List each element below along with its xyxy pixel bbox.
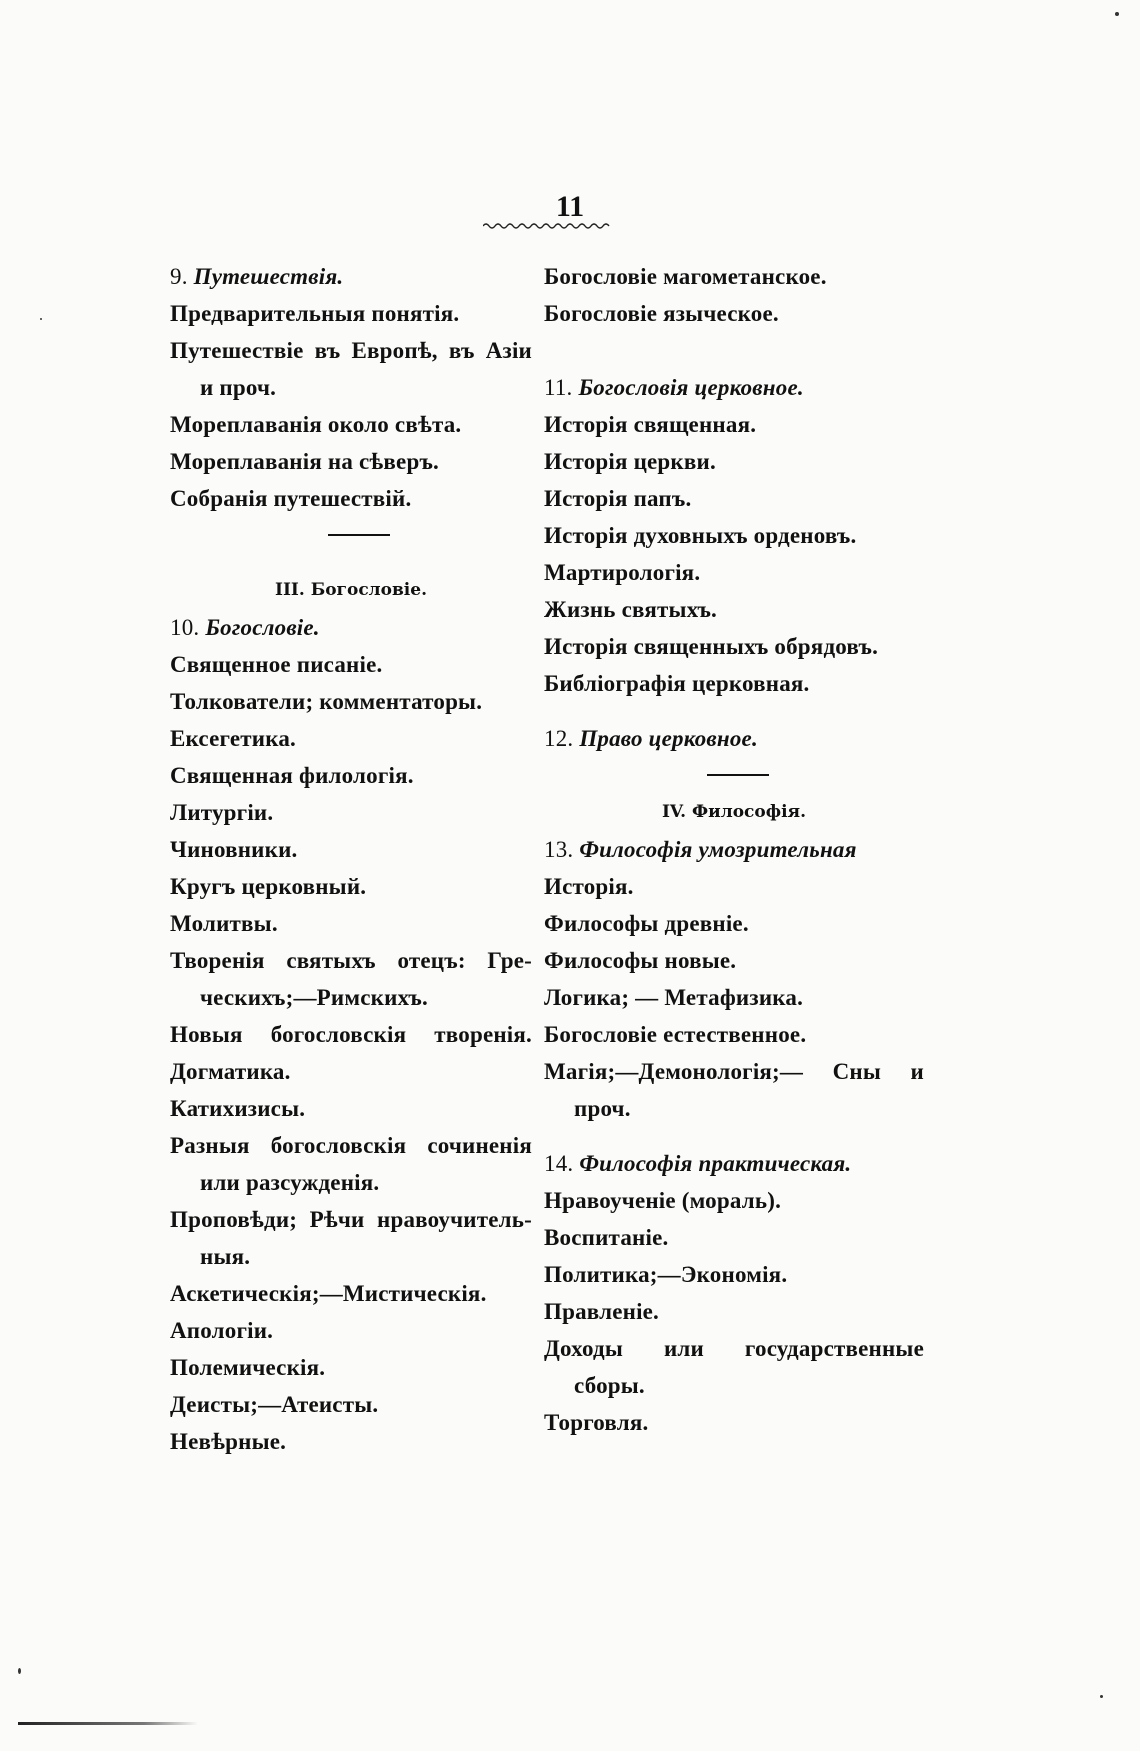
list-item: Творенія святыхъ отецъ: Гре- (170, 948, 532, 973)
divider-rule (170, 517, 532, 554)
scan-speck (18, 1668, 21, 1674)
list-item: Новыя богословскія творенія. (170, 1022, 532, 1047)
list-item: Мореплаванія около свѣта. (170, 412, 462, 437)
list-item: Политика;—Экономія. (544, 1262, 788, 1287)
list-item: Молитвы. (170, 911, 278, 936)
divider-rule (544, 757, 924, 794)
list-item: Богословіе языческое. (544, 301, 779, 326)
list-item: Ексегетика. (170, 726, 296, 751)
list-item: Жизнь святыхъ. (544, 597, 718, 622)
page-number: 11 (555, 190, 585, 223)
list-item: Разныя богословскія сочиненія (170, 1133, 532, 1158)
list-item: Логика; — Метафизика. (544, 985, 804, 1010)
list-item: Философы древніе. (544, 911, 749, 936)
section-12-heading: 12. Право церковное. (544, 726, 758, 751)
list-item: Путешествіе въ Европѣ, въ Азіи (170, 338, 532, 363)
section-9-heading: 9. Путешествія. (170, 264, 344, 289)
list-item: Собранія путешествій. (170, 486, 412, 511)
list-item: Богословіе магометанское. (544, 264, 827, 289)
list-item: Исторія церкви. (544, 449, 716, 474)
list-item: Чиновники. (170, 837, 298, 862)
list-item: Священная филологія. (170, 763, 414, 788)
list-item: Правленіе. (544, 1299, 660, 1324)
list-item: Литургіи. (170, 800, 274, 825)
scan-speck (40, 318, 42, 320)
section-13-heading: 13. Философія умозрительная (544, 837, 857, 862)
list-item: Мартирологія. (544, 560, 701, 585)
list-item: Апологіи. (170, 1318, 274, 1343)
list-item-continuation: ныя. (200, 1244, 251, 1269)
left-column (170, 258, 532, 1460)
list-item: Доходы или государственные (544, 1336, 924, 1361)
scan-speck (1100, 1695, 1103, 1698)
list-item-continuation: и проч. (200, 375, 277, 400)
right-column (544, 258, 924, 1441)
list-item: Философы новые. (544, 948, 737, 973)
list-item: Деисты;—Атеисты. (170, 1392, 379, 1417)
list-item: Предварительныя понятія. (170, 301, 460, 326)
list-item: Исторія священная. (544, 412, 757, 437)
section-14-heading: 14. Философія практическая. (544, 1151, 852, 1176)
list-item: Катихизисы. (170, 1096, 306, 1121)
scan-edge-mark (18, 1722, 198, 1725)
list-item: Проповѣди; Рѣчи нравоучитель- (170, 1207, 532, 1232)
section-heading-philosophy: IV. Философія. (661, 802, 807, 822)
list-item-continuation: проч. (574, 1096, 631, 1121)
list-item: Полемическія. (170, 1355, 326, 1380)
list-item: Аскетическія;—Мистическія. (170, 1281, 487, 1306)
list-item: Кругъ церковный. (170, 874, 367, 899)
list-item: Невѣрные. (170, 1429, 287, 1454)
list-item-continuation: сборы. (574, 1373, 645, 1398)
list-item: Исторія папъ. (544, 486, 692, 511)
list-item: Мореплаванія на сѣверъ. (170, 449, 440, 474)
list-item: Богословіе естественное. (544, 1022, 807, 1047)
list-item-continuation: или разсужденія. (200, 1170, 380, 1195)
list-item: Магія;—Демонологія;— Сны и (544, 1059, 924, 1084)
list-item: Воспитаніе. (544, 1225, 669, 1250)
section-10-heading: 10. Богословіе. (170, 615, 320, 640)
list-item: Исторія священныхъ обрядовъ. (544, 634, 879, 659)
list-item: Торговля. (544, 1410, 649, 1435)
list-item: Толкователи; комментаторы. (170, 689, 483, 714)
section-11-heading: 11. Богословія церковное. (544, 375, 804, 400)
scan-speck (1115, 12, 1119, 16)
list-item: Нравоученіе (мораль). (544, 1188, 782, 1213)
section-heading-theology: III. Богословіе. (275, 580, 427, 600)
list-item: Библіографія церковная. (544, 671, 810, 696)
list-item: Исторія. (544, 874, 634, 899)
decorative-squiggle-rule (483, 221, 613, 231)
list-item: Исторія духовныхъ орденовъ. (544, 523, 857, 548)
list-item-continuation: ческихъ;—Римскихъ. (200, 985, 428, 1010)
list-item: Догматика. (170, 1059, 291, 1084)
list-item: Священное писаніе. (170, 652, 383, 677)
